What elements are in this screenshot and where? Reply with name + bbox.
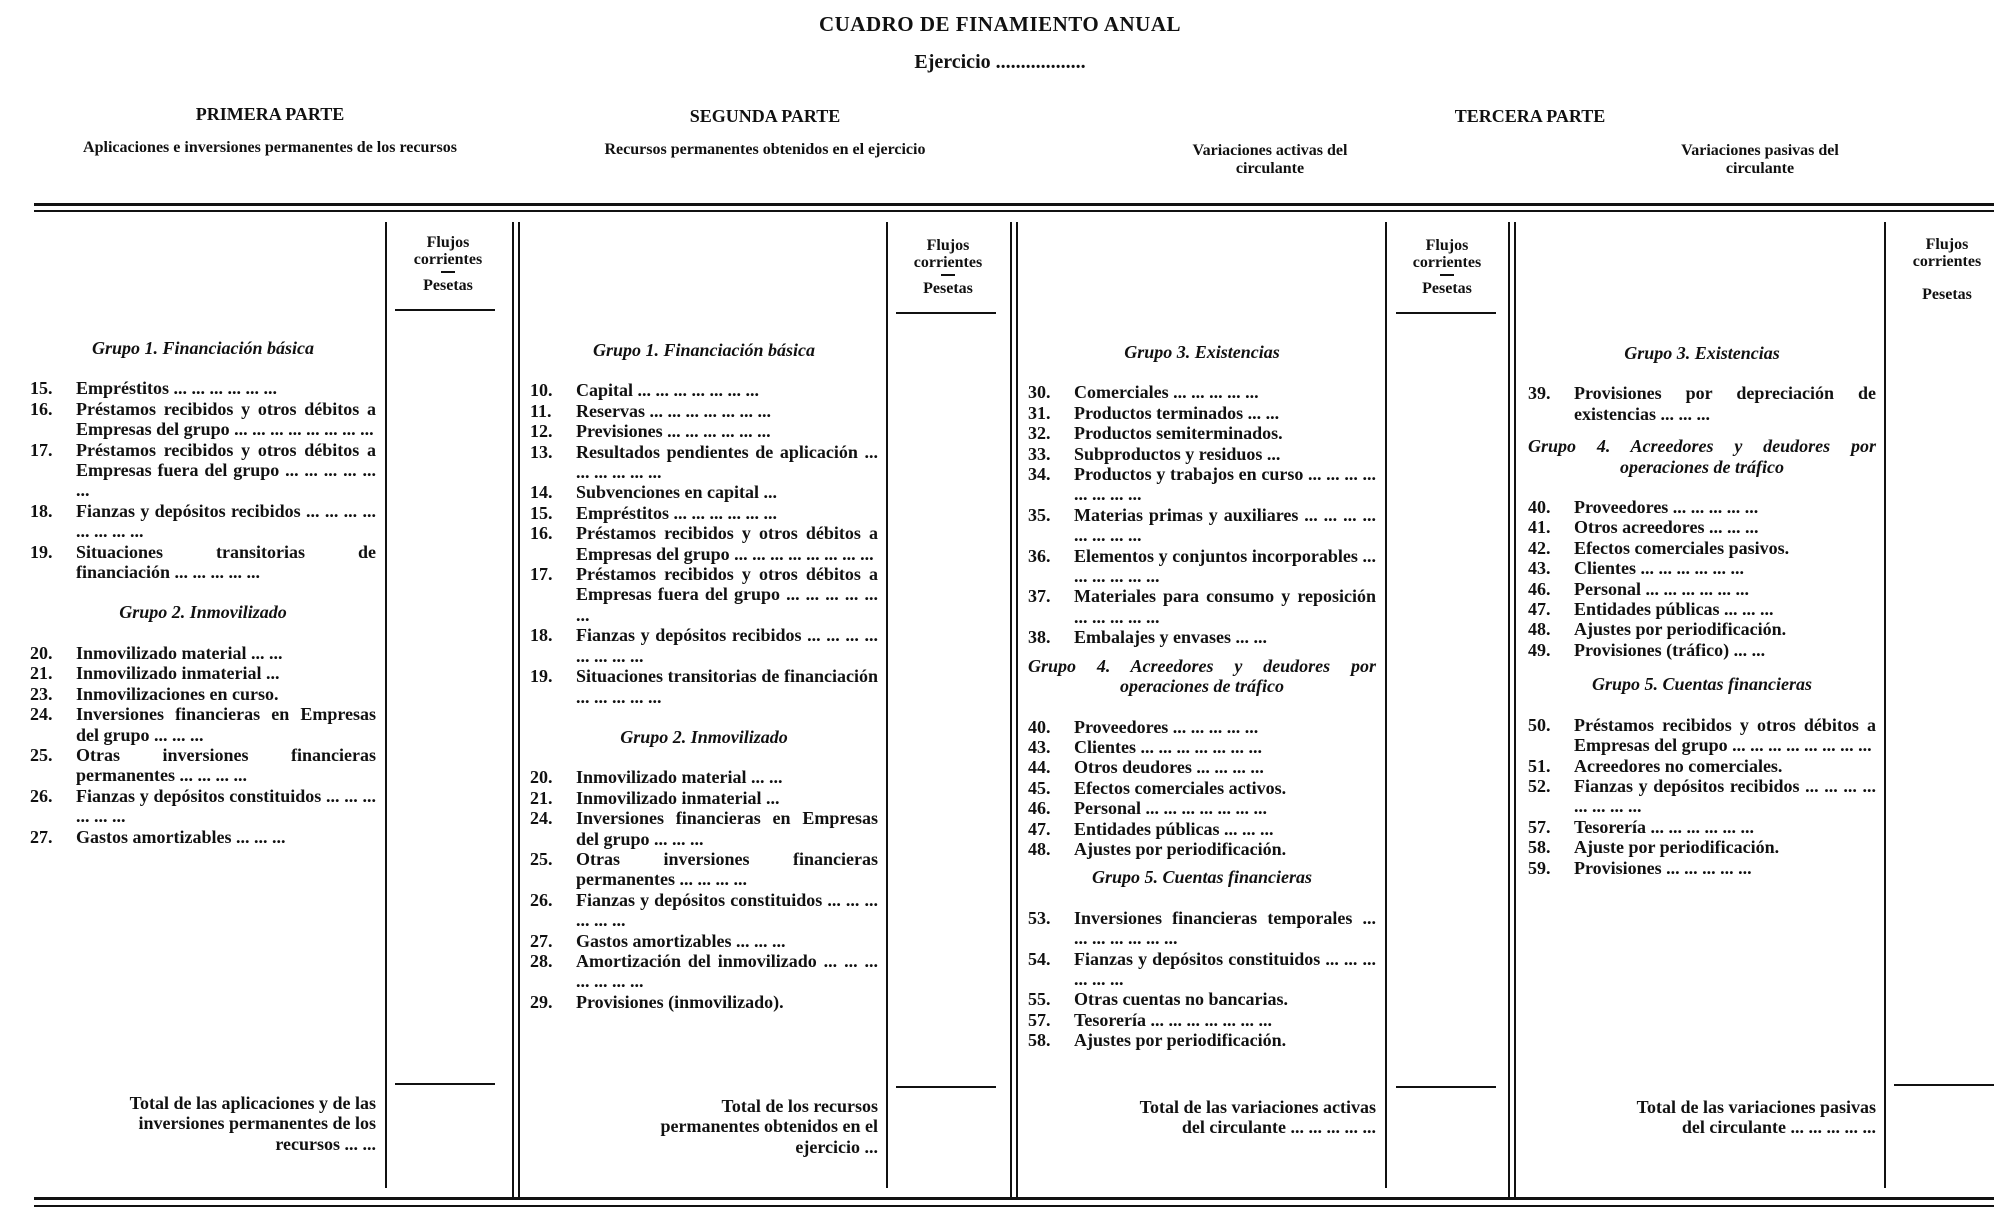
col3-group-4-heading: Grupo 4. Acreedores y deudores por operaciones de tráfico [1028,655,1376,697]
account-number: 14. [530,482,553,503]
list-item [530,808,878,849]
list-item [1028,505,1376,546]
col4-group-5-heading: Grupo 5. Cuentas financieras [1591,674,1813,695]
account-label: Inmovilizado material ... ... [76,642,283,663]
list-item [530,992,878,1012]
account-number: 19. [530,666,553,687]
account-label: Otros acreedores ... ... ... [1574,517,1759,538]
list-item [30,399,376,440]
list-item [1028,778,1376,798]
account-number: 44. [1028,757,1051,778]
account-number: 10. [530,380,553,401]
section-rule-2b [1016,222,1018,1197]
top-rule-inner [34,210,1994,212]
list-item [530,442,878,483]
pesetas-label: Pesetas [923,280,973,297]
account-label: Fianzas y depósitos constituidos ... ... ... ... ... ... [1074,948,1376,989]
flujos-label: Flujos [1425,237,1469,254]
account-label: Subvenciones en capital ... [576,482,778,503]
list-item [530,767,878,787]
section-rule-1a [512,222,514,1197]
list-item [1028,908,1376,949]
col4-total-line [1894,1084,1994,1086]
account-number: 26. [30,785,53,806]
list-item [1028,627,1376,647]
list-item [1028,798,1376,818]
account-number: 15. [30,378,53,399]
account-label: Fianzas y depósitos recibidos ... ... ... ... ... ... ... ... [1574,775,1876,817]
col3-accounts [1028,342,1376,1051]
section-rule-3a [1508,222,1510,1197]
account-label: Provisiones ... ... ... ... ... [1574,857,1752,878]
col4-amount-rule [1884,222,1886,1188]
list-item [1528,383,1876,424]
list-item [1528,640,1876,660]
bottom-rule [34,1197,1994,1200]
account-label: Productos semiterminados. [1074,423,1283,444]
col3-group-3-heading: Grupo 3. Existencias [1124,342,1280,362]
account-label: Comerciales ... ... ... ... ... [1074,382,1259,403]
account-number: 57. [1028,1009,1051,1030]
account-label: Otras inversiones financieras permanentes ... ... ... ... [76,744,376,786]
account-label: Reservas ... ... ... ... ... ... ... [576,400,771,421]
account-label: Productos terminados ... ... [1074,402,1280,423]
col3-group-5-heading: Grupo 5. Cuentas financieras [1091,867,1313,888]
header-dash [1440,274,1454,276]
list-item [1028,757,1376,777]
account-number: 24. [530,808,553,829]
list-item [1028,717,1376,737]
col2-total-line [896,1086,996,1088]
account-number: 32. [1028,423,1051,444]
account-number: 43. [1528,558,1551,579]
account-label: Inversiones financieras temporales ... ... ... ... ... ... ... [1074,907,1376,949]
account-number: 23. [30,683,53,704]
account-number: 49. [1528,639,1551,660]
list-item [1028,839,1376,859]
account-label: Tesorería ... ... ... ... ... ... [1574,816,1754,837]
tercera-parte-subtitle-activas: Variaciones activas del circulante [1192,142,1348,177]
col4-amount-header [1897,236,1997,303]
col1-amount-header [398,234,498,294]
col1-group-1-heading: Grupo 1. Financiación básica [91,338,315,358]
account-label: Préstamos recibidos y otros débitos a Empresas fuera del grupo ... ... ... ... ... ... [76,439,376,501]
account-label: Clientes ... ... ... ... ... ... [1574,558,1744,579]
account-number: 47. [1528,599,1551,620]
list-item [530,788,878,808]
account-label: Embalajes y envases ... ... [1074,627,1267,648]
col3-amount-rule [1385,222,1387,1188]
account-label: Proveedores ... ... ... ... ... [1574,497,1759,518]
account-label: Gastos amortizables ... ... ... [76,826,286,847]
list-item [1528,619,1876,639]
account-label: Materiales para consumo y reposición ... ... ... ... ... [1074,586,1376,627]
account-label: Otros deudores ... ... ... ... [1074,757,1264,778]
col3-header-underline [1396,312,1496,314]
col1-total-label: Total de las aplicaciones y de las inversiones permanentes de los recursos ... ... [129,1093,376,1154]
segunda-parte-heading: SEGUNDA PARTE [689,106,841,126]
account-number: 59. [1528,857,1551,878]
col3-total-label: Total de las variaciones activas del circulante ... ... ... ... ... [1139,1097,1376,1138]
account-number: 21. [530,787,553,808]
account-label: Tesorería ... ... ... ... ... ... ... [1074,1009,1272,1030]
list-item [1528,599,1876,619]
account-label: Capital ... ... ... ... ... ... ... [576,380,760,401]
account-number: 31. [1028,402,1051,423]
section-rule-1b [518,222,520,1197]
list-item [530,931,878,951]
col3-total-line [1396,1086,1496,1088]
account-label: Fianzas y depósitos recibidos ... ... ... ... ... ... ... ... [76,500,376,542]
account-label: Personal ... ... ... ... ... ... [1574,578,1749,599]
account-number: 37. [1028,586,1051,607]
list-item [1028,949,1376,990]
account-label: Inmovilizaciones en curso. [76,683,279,704]
account-number: 53. [1028,907,1051,928]
list-item [530,951,878,992]
account-number: 17. [530,564,553,585]
account-number: 25. [530,848,553,869]
account-label: Ajuste por periodificación. [1574,837,1780,858]
account-label: Gastos amortizables ... ... ... [576,930,786,951]
account-number: 43. [1028,736,1051,757]
account-number: 54. [1028,948,1051,969]
account-number: 16. [30,398,53,419]
account-number: 20. [30,642,53,663]
account-label: Empréstitos ... ... ... ... ... ... [576,502,777,523]
account-number: 35. [1028,504,1051,525]
account-number: 19. [30,541,53,562]
account-label: Préstamos recibidos y otros débitos a Empresas del grupo ... ... ... ... ... ... ... ... [576,523,878,564]
list-item [30,501,376,542]
corrientes-label: corrientes [413,251,483,268]
account-label: Ajustes por periodificación. [1074,838,1287,859]
list-item [1528,517,1876,537]
list-item [1528,756,1876,776]
pesetas-label: Pesetas [1922,286,1972,303]
list-item [1028,1030,1376,1050]
list-item [30,643,376,663]
pesetas-label: Pesetas [423,277,473,294]
account-number: 16. [530,523,553,544]
list-item [530,380,878,400]
account-number: 58. [1528,837,1551,858]
section-rule-3b [1514,222,1516,1197]
account-number: 52. [1528,775,1551,796]
account-number: 41. [1528,517,1551,538]
account-label: Provisiones (inmovilizado). [576,991,784,1012]
account-label: Clientes ... ... ... ... ... ... ... [1074,736,1262,757]
account-number: 58. [1028,1030,1051,1051]
account-label: Proveedores ... ... ... ... ... [1074,716,1259,737]
account-label: Situaciones transitorias de financiación ... ... ... ... ... [76,541,376,583]
account-number: 18. [30,500,53,521]
account-label: Provisiones (tráfico) ... ... [1574,639,1766,660]
account-label: Ajustes por periodificación. [1074,1030,1287,1051]
account-number: 29. [530,991,553,1012]
account-label: Fianzas y depósitos constituidos ... ... ... ... ... ... [576,889,878,931]
segunda-parte-subtitle: Recursos permanentes obtenidos en el ejercicio [604,141,926,158]
list-item [530,625,878,666]
account-label: Entidades públicas ... ... ... [1074,818,1274,839]
col1-amount-rule [385,222,387,1188]
col1-header-underline [395,309,495,311]
account-number: 50. [1528,714,1551,735]
list-item [1528,858,1876,878]
account-number: 36. [1028,545,1051,566]
account-number: 45. [1028,777,1051,798]
list-item [1028,464,1376,505]
account-number: 57. [1528,816,1551,837]
list-item [30,542,376,583]
list-item [530,849,878,890]
document-title: CUADRO DE FINAMIENTO ANUAL [818,12,1182,36]
col3-amount-header [1397,237,1497,297]
list-item [30,786,376,827]
pesetas-label: Pesetas [1422,280,1472,297]
col2-amount-rule [886,222,888,1188]
list-item [530,666,878,707]
account-number: 28. [530,950,553,971]
account-label: Resultados pendientes de aplicación ... ... ... ... ... ... [576,441,878,483]
list-item [1528,817,1876,837]
corrientes-label: corrientes [913,254,983,271]
list-item [1528,538,1876,558]
account-label: Inmovilizado inmaterial ... [76,663,280,684]
account-label: Elementos y conjuntos incorporables ... ... ... ... ... ... [1074,545,1376,587]
account-label: Efectos comerciales activos. [1074,777,1287,798]
account-label: Inversiones financieras en Empresas del grupo ... ... ... [576,808,878,849]
col4-accounts [1528,343,1876,878]
account-label: Inversiones financieras en Empresas del grupo ... ... ... [76,704,376,745]
account-number: 55. [1028,989,1051,1010]
account-number: 39. [1528,383,1551,404]
account-label: Acreedores no comerciales. [1574,755,1783,776]
account-number: 26. [530,889,553,910]
list-item [1028,444,1376,464]
account-label: Materias primas y auxiliares ... ... ... ... ... ... ... ... [1074,504,1376,546]
account-number: 34. [1028,464,1051,485]
header-dash [941,274,955,276]
account-number: 38. [1028,627,1051,648]
bottom-rule-inner [34,1205,1994,1207]
account-number: 18. [530,625,553,646]
list-item [1028,989,1376,1009]
account-number: 13. [530,441,553,462]
list-item [1528,715,1876,756]
account-label: Inmovilizado inmaterial ... [576,787,780,808]
account-number: 15. [530,502,553,523]
account-number: 11. [530,400,552,421]
list-item [530,482,878,502]
account-label: Personal ... ... ... ... ... ... ... [1074,798,1267,819]
list-item [30,663,376,683]
col4-group-4-heading: Grupo 4. Acreedores y deudores por operaciones de tráfico [1528,436,1876,477]
list-item [530,523,878,564]
col2-total-label: Total de los recursos permanentes obtenidos en el ejercicio ... [660,1096,878,1157]
account-number: 30. [1028,382,1051,403]
ejercicio-label: Ejercicio .................. [914,51,1086,73]
list-item [1028,382,1376,402]
account-number: 33. [1028,443,1051,464]
list-item [1028,1010,1376,1030]
list-item [530,421,878,441]
col4-group-3-heading: Grupo 3. Existencias [1624,343,1780,363]
list-item [1528,558,1876,578]
account-label: Préstamos recibidos y otros débitos a Empresas del grupo ... ... ... ... ... ... ... ... [1574,714,1876,756]
corrientes-label: corrientes [1412,254,1482,271]
list-item [30,440,376,501]
top-rule [34,203,1994,206]
account-number: 20. [530,767,553,788]
list-item [30,378,376,398]
account-number: 48. [1028,838,1051,859]
account-label: Otras inversiones financieras permanentes ... ... ... ... [576,848,878,890]
col2-group-2-heading: Grupo 2. Inmovilizado [620,726,788,747]
list-item [1028,423,1376,443]
section-rule-2a [1010,222,1012,1197]
account-number: 48. [1528,619,1551,640]
account-number: 46. [1028,798,1051,819]
list-item [30,745,376,786]
col1-accounts [30,338,376,847]
account-number: 12. [530,421,553,442]
list-item [530,503,878,523]
tercera-parte-subtitle-pasivas: Variaciones pasivas del circulante [1681,142,1839,177]
list-item [1528,776,1876,817]
tercera-parte-heading: TERCERA PARTE [1454,106,1606,126]
account-label: Fianzas y depósitos constituidos ... ... ... ... ... ... [76,785,376,827]
account-label: Amortización del inmovilizado ... ... ... ... ... ... ... [576,950,878,992]
list-item [530,890,878,931]
primera-parte-subtitle: Aplicaciones e inversiones permanentes de los recursos [83,139,457,156]
account-label: Productos y trabajos en curso ... ... ... ... ... ... ... ... [1074,464,1376,505]
list-item [1028,546,1376,587]
list-item [30,704,376,745]
account-label: Provisiones por depreciación de existencias ... ... ... [1574,383,1876,424]
header-dash [441,271,455,273]
corrientes-label: corrientes [1912,253,1982,270]
account-label: Subproductos y residuos ... [1074,443,1281,464]
account-label: Previsiones ... ... ... ... ... ... [576,421,771,442]
account-label: Préstamos recibidos y otros débitos a Empresas fuera del grupo ... ... ... ... ... ... [576,564,878,625]
account-number: 42. [1528,537,1551,558]
list-item [530,401,878,421]
account-number: 46. [1528,578,1551,599]
account-label: Otras cuentas no bancarias. [1074,989,1289,1010]
account-number: 27. [530,930,553,951]
account-number: 40. [1028,716,1051,737]
account-label: Inmovilizado material ... ... [576,767,783,788]
flujos-label: Flujos [926,237,970,254]
account-number: 24. [30,704,53,725]
list-item [530,564,878,625]
col2-amount-header [898,237,998,297]
account-label: Préstamos recibidos y otros débitos a Empresas del grupo ... ... ... ... ... ... ... ... [76,398,376,440]
list-item [1028,737,1376,757]
account-number: 25. [30,744,53,765]
list-item [1528,579,1876,599]
account-number: 17. [30,439,53,460]
account-label: Ajustes por periodificación. [1574,619,1787,640]
list-item [1028,819,1376,839]
account-number: 27. [30,826,53,847]
list-item [1028,586,1376,627]
col2-accounts [530,340,878,1012]
list-item [1528,837,1876,857]
account-label: Situaciones transitorias de financiación ... ... ... ... ... [576,666,878,707]
account-label: Fianzas y depósitos recibidos ... ... ... ... ... ... ... ... [576,625,878,666]
col1-total-line [395,1083,495,1085]
list-item [1528,497,1876,517]
account-label: Empréstitos ... ... ... ... ... ... [76,378,277,399]
list-item [30,684,376,704]
list-item [30,827,376,847]
col2-header-underline [896,312,996,314]
account-number: 21. [30,663,53,684]
account-number: 47. [1028,818,1051,839]
account-number: 40. [1528,497,1551,518]
flujos-label: Flujos [1925,236,1969,253]
flujos-label: Flujos [426,234,470,251]
col1-group-2-heading: Grupo 2. Inmovilizado [119,602,287,623]
account-label: Entidades públicas ... ... ... [1574,599,1774,620]
account-label: Efectos comerciales pasivos. [1574,537,1790,558]
col4-total-label: Total de las variaciones pasivas del circulante ... ... ... ... ... [1636,1097,1876,1138]
list-item [1028,403,1376,423]
primera-parte-heading: PRIMERA PARTE [195,104,345,124]
col2-group-1-heading: Grupo 1. Financiación básica [592,340,816,360]
account-number: 51. [1528,755,1551,776]
